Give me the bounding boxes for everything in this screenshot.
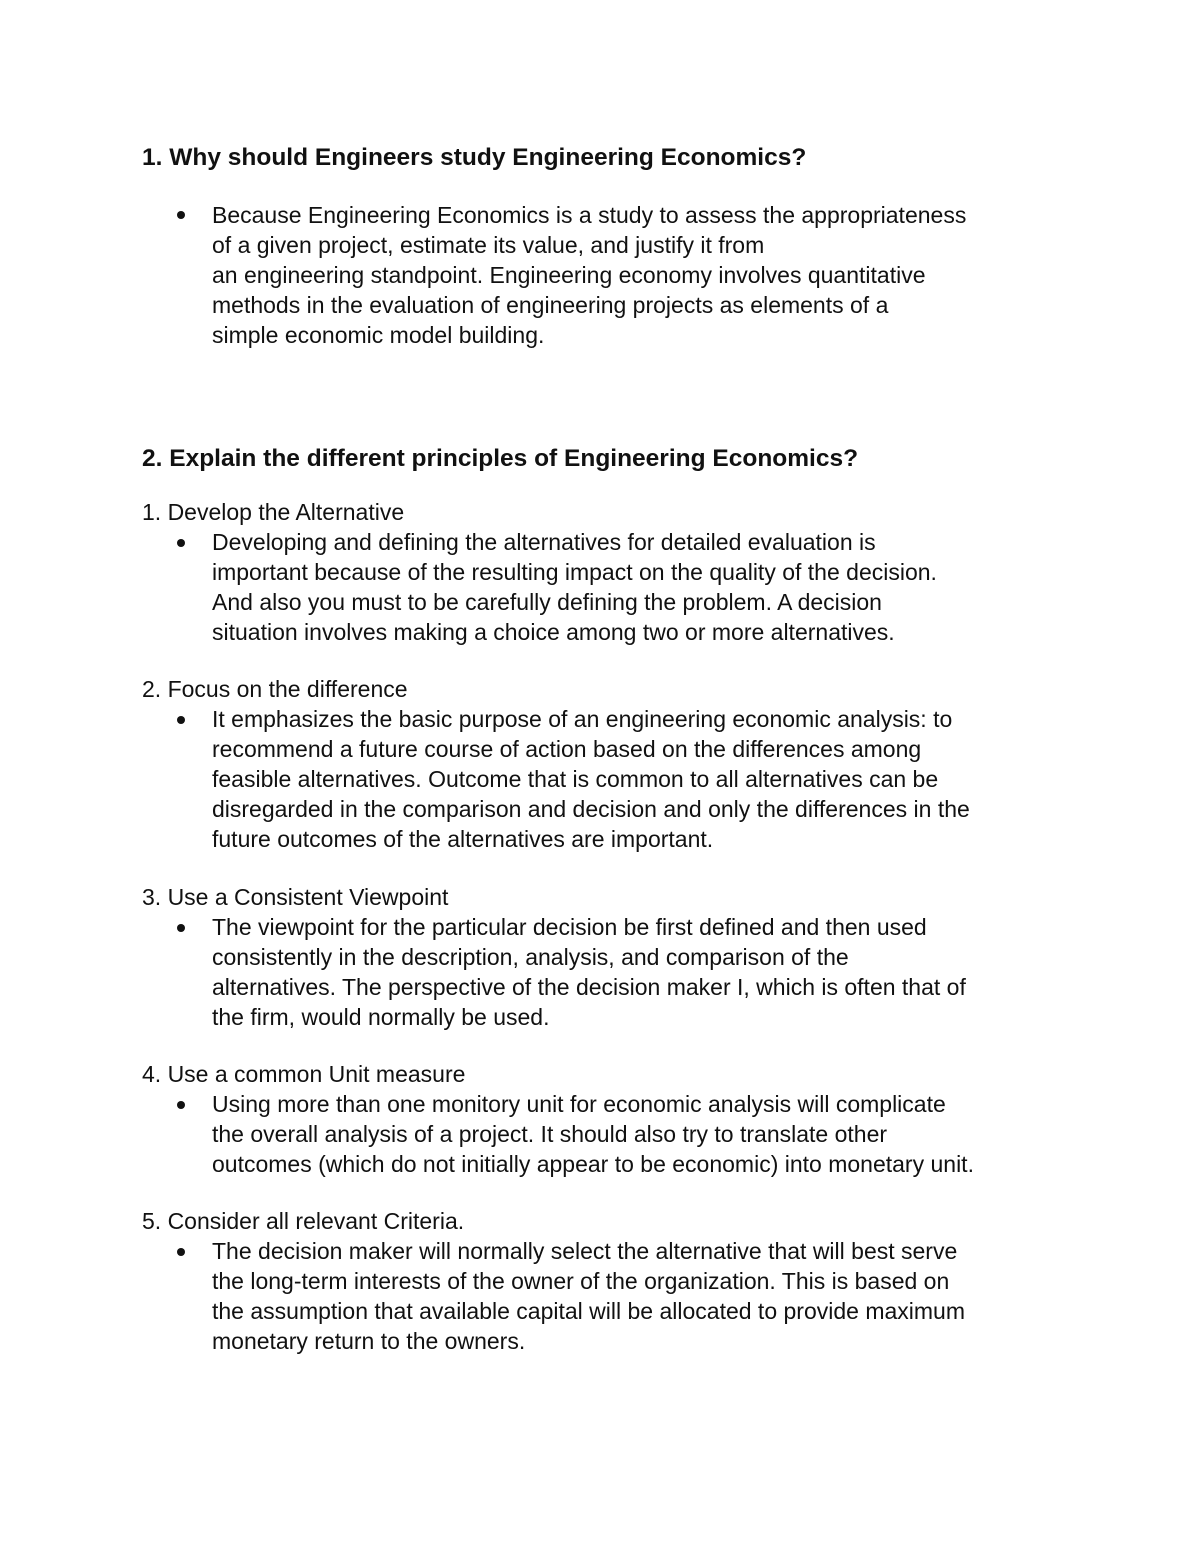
principle-1-description — [212, 527, 1072, 647]
principle-5-title: 5. Consider all relevant Criteria. — [142, 1208, 465, 1234]
bullet-icon — [177, 539, 185, 547]
principle-2-description — [212, 704, 1072, 854]
description-line: the assumption that available capital will be allocated to provide maximum — [212, 1298, 966, 1324]
question-2-heading: 2. Explain the different principles of Engineering Economics? — [142, 445, 859, 472]
description-line: the overall analysis of a project. It should also try to translate other — [212, 1121, 888, 1147]
principle-3-description — [212, 912, 1072, 1032]
bullet-icon — [177, 1101, 185, 1109]
description-line: monetary return to the owners. — [212, 1328, 526, 1354]
description-line: the long-term interests of the owner of the organization. This is based on — [212, 1268, 950, 1294]
principle-3-title: 3. Use a Consistent Viewpoint — [142, 884, 449, 910]
principle-2-title: 2. Focus on the difference — [142, 676, 408, 702]
description-line: alternatives. The perspective of the decision maker I, which is often that of — [212, 974, 966, 1000]
description-line: situation involves making a choice among two or more alternatives. — [212, 619, 895, 645]
description-line: The viewpoint for the particular decision be first defined and then used — [212, 914, 927, 940]
description-line: the firm, would normally be used. — [212, 1004, 550, 1030]
answer-line: an engineering standpoint. Engineering economy involves quantitative — [212, 262, 926, 288]
bullet-icon — [177, 1248, 185, 1256]
question-1-answer — [212, 200, 1072, 350]
description-line: consistently in the description, analysis, and comparison of the — [212, 944, 849, 970]
description-line: outcomes (which do not initially appear to be economic) into monetary unit. — [212, 1151, 974, 1177]
principle-4-description — [212, 1089, 1072, 1179]
description-line: And also you must to be carefully defining the problem. A decision — [212, 589, 882, 615]
bullet-icon — [177, 211, 185, 219]
answer-line: Because Engineering Economics is a study to assess the appropriateness — [212, 202, 967, 228]
description-line: recommend a future course of action based on the differences among — [212, 736, 922, 762]
description-line: future outcomes of the alternatives are important. — [212, 826, 714, 852]
answer-line: of a given project, estimate its value, and justify it from — [212, 232, 765, 258]
description-line: Developing and defining the alternatives for detailed evaluation is — [212, 529, 876, 555]
principle-1-title: 1. Develop the Alternative — [142, 499, 405, 525]
answer-line: simple economic model building. — [212, 322, 545, 348]
description-line: important because of the resulting impact on the quality of the decision. — [212, 559, 937, 585]
description-line: Using more than one monitory unit for economic analysis will complicate — [212, 1091, 946, 1117]
bullet-icon — [177, 716, 185, 724]
description-line: It emphasizes the basic purpose of an engineering economic analysis: to — [212, 706, 953, 732]
principle-5-description — [212, 1236, 1072, 1356]
principle-4-title: 4. Use a common Unit measure — [142, 1061, 466, 1087]
description-line: feasible alternatives. Outcome that is common to all alternatives can be — [212, 766, 939, 792]
bullet-icon — [177, 924, 185, 932]
answer-line: methods in the evaluation of engineering projects as elements of a — [212, 292, 889, 318]
question-1-heading: 1. Why should Engineers study Engineering Economics? — [142, 144, 807, 171]
description-line: The decision maker will normally select the alternative that will best serve — [212, 1238, 958, 1264]
description-line: disregarded in the comparison and decision and only the differences in the — [212, 796, 970, 822]
